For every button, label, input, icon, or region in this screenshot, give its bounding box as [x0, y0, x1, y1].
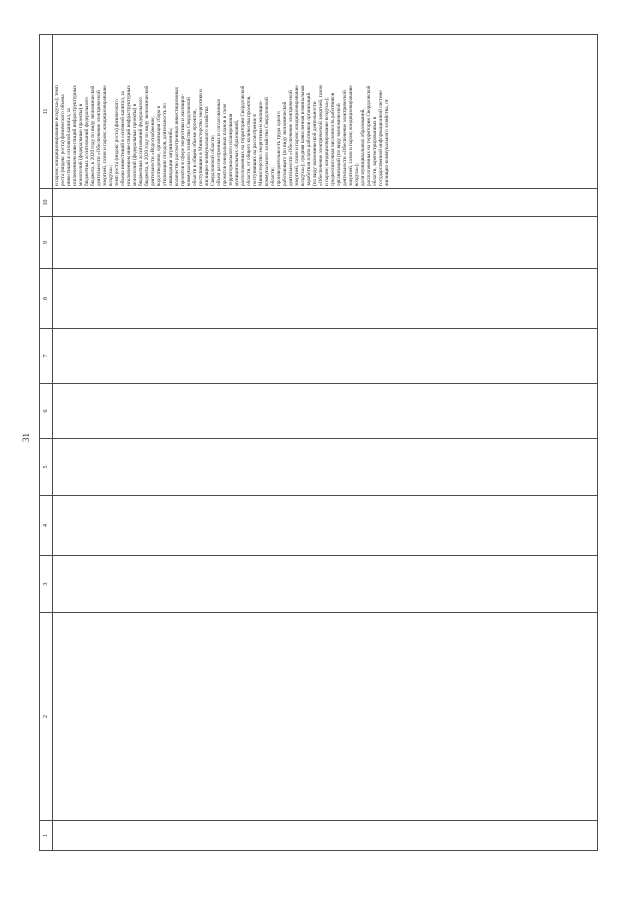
column-header-11: 11 [40, 35, 53, 189]
column11-text-line: утилизации отходов, деятельность по [162, 103, 168, 186]
table-cell-col5 [53, 439, 598, 496]
table-cell-col8 [53, 269, 598, 329]
column11-text-line: расположенных на территории Свердловской [366, 85, 372, 186]
column11-text-line: доля муниципальных образований, [360, 108, 366, 186]
column11-text-line: среднесписочная численность работников [330, 92, 336, 186]
column11-text-line: воздуха»; [108, 164, 114, 186]
column11-text-line: области в общем объеме проектов, [192, 109, 198, 186]
column11-text-line: области, зарегистрированных в [372, 116, 378, 186]
column11-text-line: инвестиций в основной капитал, за [66, 108, 72, 186]
column11-text-line: бюджетных ассигнований федерального [138, 96, 144, 186]
column11-text-line: монополий (федеральные проекты) и [132, 103, 138, 186]
column-header-3: 3 [40, 556, 53, 613]
column11-text-line: количество рассмотренных инвестиционных [174, 86, 180, 186]
column11-text-line: муниципальных образований, [234, 119, 240, 186]
column11-text-line: воздуха»); средняя начисленная номинальная [300, 85, 306, 186]
column11-text-line: территориального планирования [228, 113, 234, 186]
column11-text-line: работающего (по виду экономической [282, 101, 288, 186]
column-header-2: 2 [40, 613, 53, 821]
column11-text-line: расположенных на территории Свердловской [240, 85, 246, 186]
column11-text-line: жилищно-коммунального хозяйства [204, 106, 210, 186]
table-header-row [40, 35, 53, 851]
column11-text-line: поступивших на рассмотрение в [252, 114, 258, 186]
column11-text-line: и паром; кондиционирование воздуха»); темп [54, 85, 60, 186]
column11-text-line: области, от общего количества проектов, [246, 95, 252, 186]
column11-text-line: бюджета, к 2020 году по виду экономической [144, 85, 150, 186]
table-cell-col2 [53, 613, 598, 821]
table-cell-col7 [53, 329, 598, 384]
rotated-table-wrapper [39, 35, 598, 851]
column11-text-line: объем рассмотренных и согласованных [216, 98, 222, 186]
column11-text-line: деятельности «Обеспечение электрической [288, 90, 294, 186]
column11-text-line: и паром; кондиционирование воздуха»); [324, 97, 330, 186]
table-cell-col1 [53, 821, 598, 851]
column11-text-line: организаций (по виду экономической [336, 103, 342, 186]
document-table [39, 34, 598, 851]
column11-text-line: государственной информационной системе [378, 90, 384, 186]
column11-text-line: воздуха»); [354, 163, 360, 186]
table-cell-col6 [53, 384, 598, 439]
column11-text-line: энергией, газом и паром; кондиционирование [102, 85, 108, 186]
column11-text-line: ликвидации загрязнений»; [168, 127, 174, 186]
column11-text-line: коммунального хозяйства Свердловской [186, 97, 192, 186]
table-row [53, 35, 598, 851]
column11-text-line: деятельности «Обеспечение электрической [96, 90, 102, 186]
column-header-10: 10 [40, 189, 53, 217]
column11-text-line: «Обеспечение электрической энергией, газом [318, 85, 324, 186]
column-header-7: 7 [40, 329, 53, 384]
column11-text-line: роста (индекс роста) физического объема [60, 94, 66, 186]
column11-text-line: объема инвестиций в основной капитал, за [120, 91, 126, 186]
column11-text-line: исключением инвестиций инфраструктурных [126, 85, 132, 186]
table-cell-col9 [53, 217, 598, 269]
column11-text-line: темп роста (индекс роста) физического [114, 99, 120, 186]
column11-text-line: производительность труда одного [276, 111, 282, 186]
table-cell-col4 [53, 496, 598, 556]
column11-text-line: поступивших в Министерство энергетики и [198, 89, 204, 186]
column11-text-line: коммунального хозяйства Свердловской [264, 97, 270, 186]
column11-text-line: бюджета, к 2020 году по виду экономической [90, 85, 96, 186]
column11-text-line: Министерство энергетики и жилищно- [258, 99, 264, 186]
column11-text-line: проектов генеральных планов и схем [222, 104, 228, 186]
table-cell-col11 [53, 35, 598, 189]
column11-text-line: жилищно-коммунального хозяйства, от [384, 99, 390, 186]
column11-text-line: энергией, газом и паром; кондиционирование [294, 85, 300, 186]
column11-text-line: энергией, газом и паром; кондиционирование [348, 85, 354, 186]
column11-text-line: монополий (федеральные проекты) и [78, 103, 84, 186]
column11-text-block [53, 35, 391, 188]
column-header-6: 6 [40, 384, 53, 439]
table-cell-col10 [53, 189, 598, 217]
table-cell-col3 [53, 556, 598, 613]
column11-text-line: (по виду экономической деятельности [312, 101, 318, 186]
page-number: 31 [21, 433, 31, 442]
column-header-8: 8 [40, 269, 53, 329]
column-header-5: 5 [40, 439, 53, 496]
column11-text-line: водоотведение, организация сбора и [156, 105, 162, 186]
column11-text-line: заработная плата работников организаций [306, 92, 312, 186]
column11-text-line: бюджетных ассигнований федерального [84, 96, 90, 186]
column11-text-line: исключением инвестиций инфраструктурных [72, 85, 78, 186]
column11-text-line: деятельности «Водоснабжение; [150, 116, 156, 186]
column11-text-line: области; [270, 167, 276, 186]
column-header-9: 9 [40, 217, 53, 269]
column-header-4: 4 [40, 496, 53, 556]
column11-text-line: проектов в сфере энергетики и жилищно- [180, 93, 186, 186]
column-header-1: 1 [40, 821, 53, 851]
column11-text-line: Свердловской области; [210, 135, 216, 186]
column11-text-line: деятельности «Обеспечение электрической [342, 90, 348, 186]
